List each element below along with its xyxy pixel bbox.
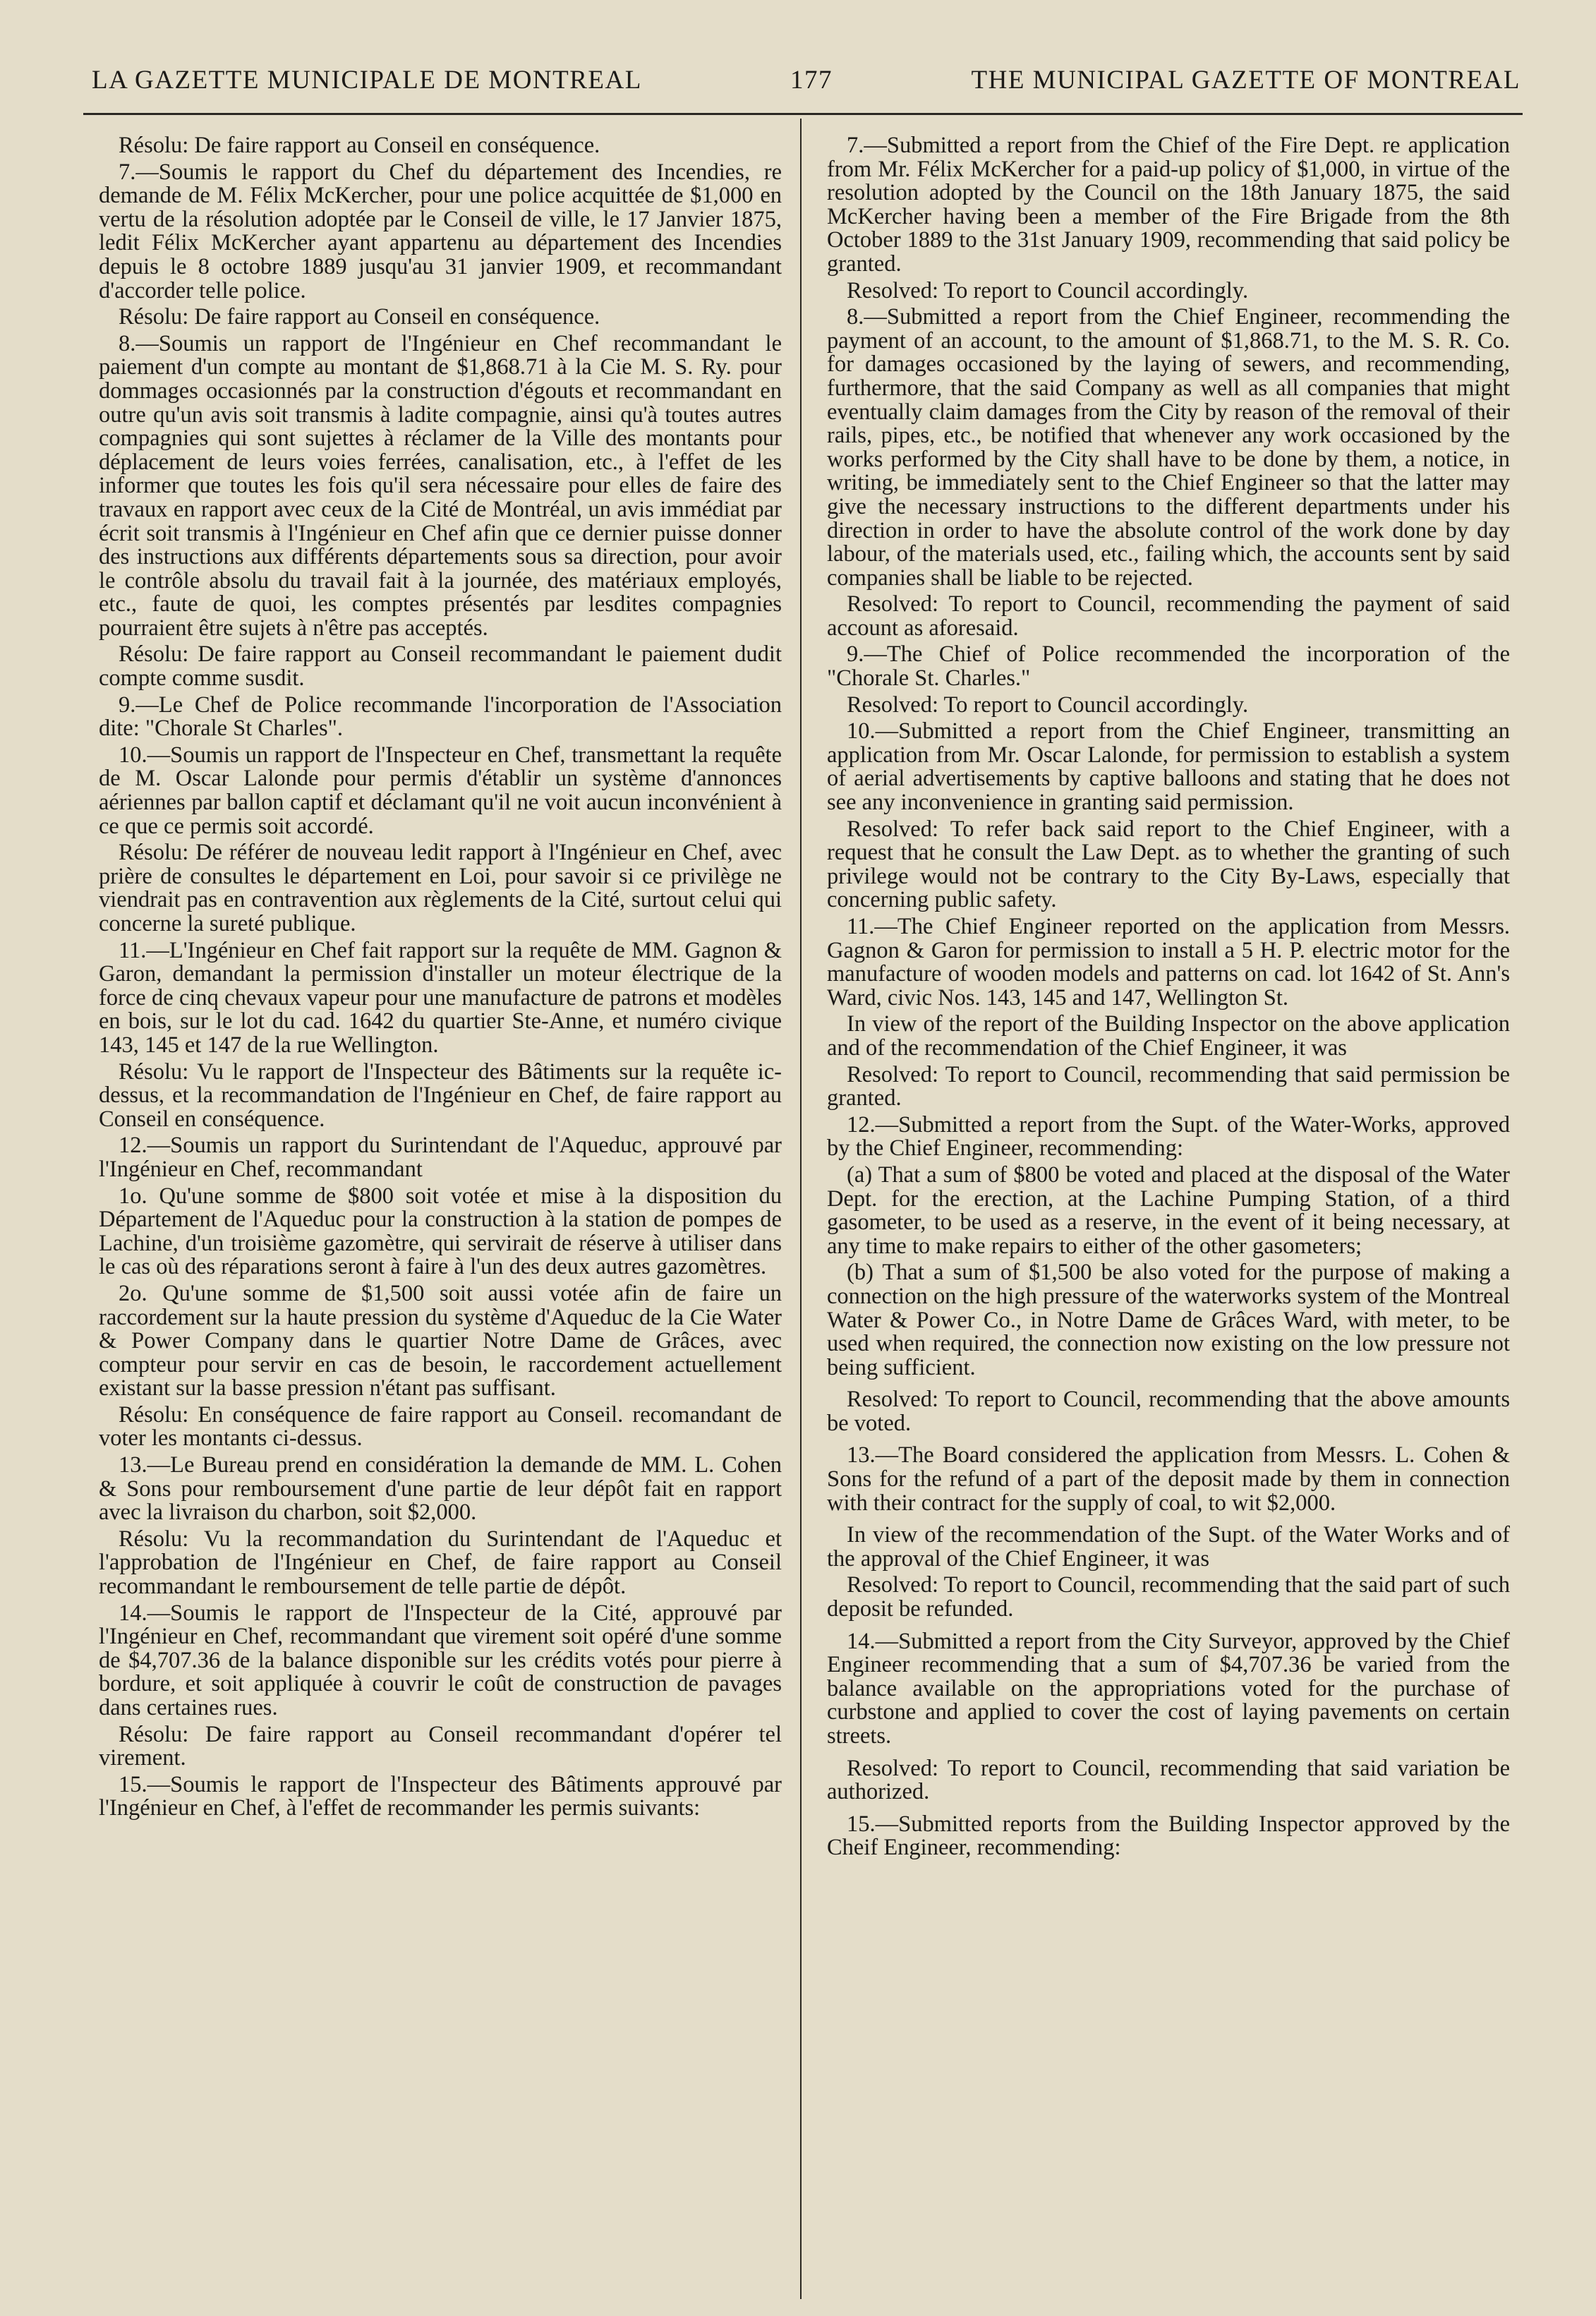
en-paragraph: 14.—Submitted a report from the City Surveyor, approved by the Chief Engineer recommending that a sum of $4,707.36 be varied from the balance available on the appropriations voted for the purchase of curbstone and applied to cover the cost of laying pavements on certain streets. [827,1628,1510,1749]
en-paragraph: Resolved: To report to Council accordingly. [847,277,1249,303]
fr-paragraph: Résolu: De faire rapport au Conseil recommandant d'opérer tel virement. [99,1721,782,1771]
fr-paragraph: Résolu: En conséquence de faire rapport au Conseil. recomandant de voter les montants ci-dessus. [99,1401,782,1452]
en-paragraph: 13.—The Board considered the application from Messrs. L. Cohen & Sons for the refund of a part of the deposit made by them in connection with their contract for the supply of coal, to wit $2,000. [827,1442,1510,1516]
fr-paragraph: 11.—L'Ingénieur en Chef fait rapport sur la requête de MM. Gagnon & Garon, demandant la permission d'installer un moteur électrique de la force de cinq chevaux vapeur pour une manufacture de patrons et modèles en bois, sur le lot du cad. 1642 du quartier Ste-Anne, et numéro civique 143, 145 et 147 de la rue Wellington. [99,937,782,1058]
en-paragraph: In view of the report of the Building Inspector on the above application and of the recommendation of the Chief Engineer, it was [827,1011,1510,1061]
page-header [85,65,1528,100]
fr-paragraph: 9.—Le Chef de Police recommande l'incorporation de l'Association dite: "Chorale St Charles". [99,692,782,742]
header-rule [83,113,1523,115]
en-paragraph: (a) That a sum of $800 be voted and placed at the disposal of the Water Dept. for the erection, at the Lachine Pumping Station, of a third gasometer, to be used as a reserve, in the event of it being necessary, at any time to make repairs to either of the other gasometers; [827,1162,1510,1259]
en-paragraph: 8.—Submitted a report from the Chief Engineer, recommending the payment of an account, to the amount of $1,868.71, to the M. S. R. Co. for damages occasioned by the laying of sewers, and recommending, furthermore, that the said Company as well as all companies that might eventually claim damages from the City by reason of the removal of their rails, pipes, etc., be notified that whenever any work occasioned by the works performed by the City shall have to be done by them, a notice, in writing, be immediately sent to the Chief Engineer so that the latter may give the necessary instructions to the different departments under his direction in order to have the absolute control of the work done by day labour, of the materials used, etc., failing which, the accounts sent by said companies shall be liable to be rejected. [827,304,1510,591]
fr-paragraph: 12.—Soumis un rapport du Surintendant de l'Aqueduc, approuvé par l'Ingénieur en Chef, recommandant [99,1133,782,1182]
column-divider [800,119,802,2299]
en-paragraph: Resolved: To report to Council accordingly. [847,692,1249,718]
fr-paragraph: 14.—Soumis le rapport de l'Inspecteur de la Cité, approuvé par l'Ingénieur en Chef, recommandant que virement soit opéré d'une somme de $4,707.36 de la balance disponible sur les crédits votés pour pierre à bordure, et soit appliquée à couvrir le coût de construction de pavages dans certaines rues. [99,1600,782,1720]
en-paragraph: (b) That a sum of $1,500 be also voted for the purpose of making a connection on the high pressure of the waterworks system of the Montreal Water & Power Co., in Notre Dame de Grâces Ward, with meter, to be used when required, the connection now existing on the low pressure not being sufficient. [827,1260,1510,1380]
fr-paragraph: 2o. Qu'une somme de $1,500 soit aussi votée afin de faire un raccordement sur la haute pression du système d'Aqueduc de la Cie Water & Power Company dans le quartier Notre Dame de Grâces, avec compteur pour servir en cas de besoin, le raccordement actuellement existant sur la basse pression n'étant pas suffisant. [99,1280,782,1401]
en-paragraph: Resolved: To report to Council, recommending the payment of said account as aforesaid. [827,591,1510,641]
fr-paragraph: 8.—Soumis un rapport de l'Ingénieur en Chef recommandant le paiement d'un compte au montant de $1,868.71 à la Cie M. S. Ry. pour dommages occasionnés par la construction d'égouts et recommandant en outre qu'un avis soit transmis à ladite compagnie, ainsi qu'à toutes autres compagnies qui sont sujettes à réclamer de la Ville des montants pour déplacement de leurs voies ferrées, canalisation, etc., à l'effet de les informer que toutes les fois qu'il sera nécessaire pour elles de faire des travaux en rapport avec ceux de la Cité de Montréal, un avis immédiat par écrit soit transmis à l'Ingénieur en Chef afin que ce dernier puisse donner des instructions aux différents départements sous sa direction, pour avoir le contrôle absolu du travail fait à la journée, des matériaux employés, etc., faute de quoi, les comptes présentés par lesdites compagnies pourraient être sujets à n'être pas acceptés. [99,330,782,641]
en-paragraph: 11.—The Chief Engineer reported on the application from Messrs. Gagnon & Garon for permission to install a 5 H. P. electric motor for the manufacture of wooden models and patterns on cad. lot 1642 of St. Ann's Ward, civic Nos. 143, 145 and 147, Wellington St. [827,914,1510,1011]
fr-paragraph: Résolu: De faire rapport au Conseil en conséquence. [119,304,600,330]
en-paragraph: 7.—Submitted a report from the Chief of the Fire Dept. re application from Mr. Félix McKercher for a paid-up policy of $1,000, in virtue of the resolution adopted by the Council on the 18th January 1875, the said McKercher having been a member of the Fire Brigade from the 8th October 1889 to the 31st January 1909, recommending that said policy be granted. [827,133,1510,277]
fr-paragraph: Résolu: De référer de nouveau ledit rapport à l'Ingénieur en Chef, avec prière de consultes le département en Loi, pour savoir si ce privilège ne viendrait pas en contravention aux règlements de la Cité, surtout celui qui concerne la sureté publique. [99,840,782,936]
french-column [99,134,782,1823]
en-paragraph: Resolved: To report to Council, recommending that the said part of such deposit be refunded. [827,1572,1510,1622]
header-french-title: LA GAZETTE MUNICIPALE DE MONTREAL [92,66,642,95]
fr-paragraph: Résolu: Vu la recommandation du Surintendant de l'Aqueduc et l'approbation de l'Ingénieur en Chef, de faire rapport au Conseil recommandant le remboursement de telle partie de dépôt. [99,1526,782,1600]
header-english-title: THE MUNICIPAL GAZETTE OF MONTREAL [971,66,1521,95]
en-paragraph: Resolved: To report to Council, recommending that said permission be granted. [827,1061,1510,1111]
en-paragraph: Resolved: To report to Council, recommending that said variation be authorized. [827,1755,1510,1805]
fr-paragraph: Résolu: De faire rapport au Conseil recommandant le paiement dudit compte comme susdit. [99,641,782,692]
en-paragraph: 12.—Submitted a report from the Supt. of the Water-Works, approved by the Chief Engineer, recommending: [827,1111,1510,1162]
english-column [827,134,1510,1863]
fr-paragraph: Résolu: De faire rapport au Conseil en conséquence. [119,133,600,158]
fr-paragraph: 7.—Soumis le rapport du Chef du département des Incendies, re demande de M. Félix McKercher, pour une police acquittée de $1,000 en vertu de la résolution adoptée par le Conseil de ville, le 17 Janvier 1875, ledit Félix McKercher ayant appartenu au département des Incendies depuis le 8 octobre 1889 jusqu'au 31 janvier 1909, et recommandant d'accorder telle police. [99,159,782,303]
page-number: 177 [790,66,833,95]
fr-paragraph: 15.—Soumis le rapport de l'Inspecteur des Bâtiments approuvé par l'Ingénieur en Chef, à l'effet de recommander les permis suivants: [99,1771,782,1821]
en-paragraph: 10.—Submitted a report from the Chief Engineer, transmitting an application from Mr. Oscar Lalonde, for permission to establish a system of aerial advertisements by captive balloons and stating that he does not see any inconvenience in granting said permission. [827,718,1510,816]
en-paragraph: 15.—Submitted reports from the Building Inspector approved by the Cheif Engineer, recommending: [827,1811,1510,1861]
fr-paragraph: 13.—Le Bureau prend en considération la demande de MM. L. Cohen & Sons pour remboursement d'une partie de leur dépôt fait en rapport avec la livraison du charbon, soit $2,000. [99,1452,782,1526]
fr-paragraph: 10.—Soumis un rapport de l'Inspecteur en Chef, transmettant la requête de M. Oscar Lalonde pour permis d'établir un système d'annonces aériennes par ballon captif et déclamant qu'il ne voit aucun inconvénient à ce que ce permis soit accordé. [99,742,782,839]
fr-paragraph: 1o. Qu'une somme de $800 soit votée et mise à la disposition du Département de l'Aqueduc pour la construction à la station de pompes de Lachine, d'un troisième gazomètre, qui servirait de réserve à utiliser dans le cas où des réparations seront à faire à l'un des deux autres gazomètres. [99,1183,782,1280]
en-paragraph: Resolved: To refer back said report to the Chief Engineer, with a request that he consult the Law Dept. as to whether the granting of such privilege would not be contrary to the City By-Laws, especially that concerning public safety. [827,816,1510,913]
en-paragraph: In view of the recommendation of the Supt. of the Water Works and of the approval of the Chief Engineer, it was [827,1522,1510,1572]
fr-paragraph: Résolu: Vu le rapport de l'Inspecteur des Bâtiments sur la requête ic-dessus, et la recommandation de l'Ingénieur en Chef, de faire rapport au Conseil en conséquence. [99,1059,782,1132]
en-paragraph: 9.—The Chief of Police recommended the incorporation of the "Chorale St. Charles." [827,641,1510,692]
en-paragraph: Resolved: To report to Council, recommending that the above amounts be voted. [827,1387,1510,1436]
